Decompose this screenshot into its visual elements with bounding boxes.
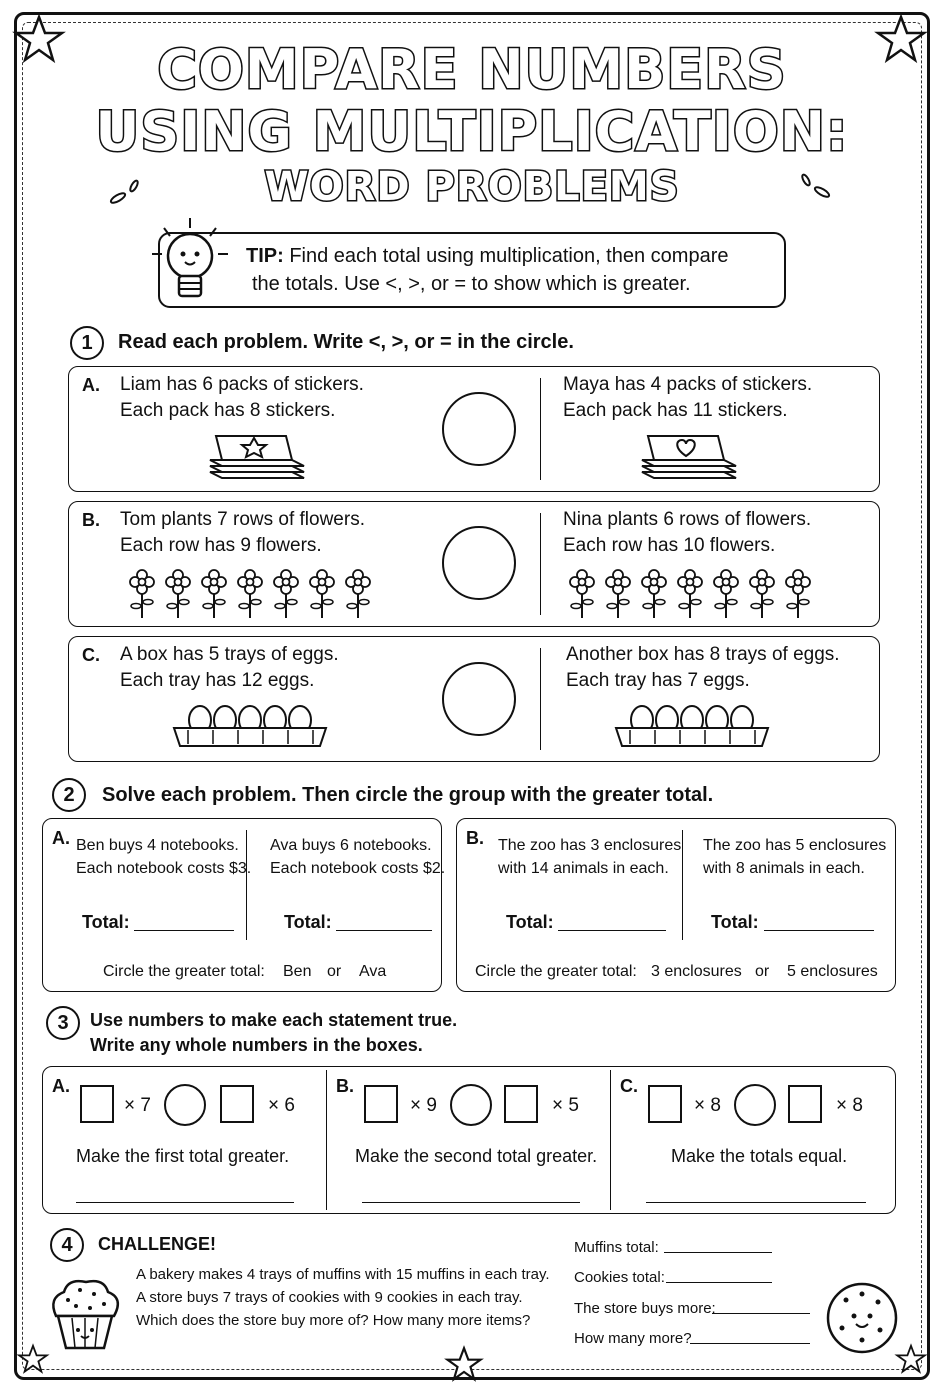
problem-3c-factor-1: × 8 [694,1095,721,1116]
problem-2a-right-text [270,834,445,880]
problem-1b-right-text [563,507,811,559]
egg-tray-left-icon [172,704,328,754]
problem-3a-box-1[interactable] [80,1085,114,1123]
problem-1b-answer-circle[interactable] [442,526,516,600]
problem-3c-box-1[interactable] [648,1085,682,1123]
problem-2a-divider [246,830,247,940]
problem-2b-circle-prompt: Circle the greater total: [475,963,637,980]
problem-3c-box-2[interactable] [788,1085,822,1123]
problem-1b-left-line-1: Tom plants 7 rows of flowers. [120,509,365,530]
how-many-more-input[interactable] [690,1343,810,1344]
problem-1a-answer-circle[interactable] [442,392,516,466]
problem-3a-factor-1: × 7 [124,1095,151,1116]
star-icon-bottom-right [896,1344,926,1374]
store-buys-more-input[interactable] [712,1313,810,1314]
problem-1a-left-line-1: Liam has 6 packs of stickers. [120,374,364,395]
problem-2a-left-line-1: Ben buys 4 notebooks. [76,837,239,854]
problem-3c-answer-line[interactable] [646,1202,866,1203]
problem-3b-compare-circle[interactable] [450,1084,492,1126]
problem-3b-factor-2: × 5 [552,1095,579,1116]
page-title-line-2: USING MULTIPLICATION: [95,100,849,163]
problem-3b-label: B. [336,1076,354,1096]
problem-3a-box-2[interactable] [220,1085,254,1123]
problem-2b-divider [682,830,683,940]
cookies-total-label: Cookies total: [574,1269,665,1286]
section-4-number: 4 [50,1228,84,1262]
problem-1b-left-line-2: Each row has 9 flowers. [120,535,322,556]
muffin-icon [42,1276,128,1352]
problem-2b-right-total-label: Total: [711,912,759,932]
problem-1c-left-line-1: A box has 5 trays of eggs. [120,644,339,665]
flowers-right-icon [566,566,816,622]
flowers-left-icon [126,566,376,622]
problem-1c-answer-circle[interactable] [442,662,516,736]
problem-2b-option-5[interactable]: 5 enclosures [787,963,878,980]
problem-2b-label: B. [466,828,484,848]
problem-3a-factor-2: × 6 [268,1095,295,1116]
problem-1b-right-line-1: Nina plants 6 rows of flowers. [563,509,812,530]
problem-2a-label: A. [52,828,70,848]
problem-2a-or: or [327,963,342,980]
section-3-divider-1 [326,1070,327,1210]
problem-2b-right-line-2: with 8 animals in each. [703,860,865,877]
problem-2a-right-line-2: Each notebook costs $2. [270,860,446,877]
problem-1a-left-line-2: Each pack has 8 stickers. [120,400,336,421]
problem-3b-instruction: Make the second total greater. [355,1146,598,1166]
problem-2b-or: or [755,963,770,980]
cookie-icon [824,1280,900,1356]
sticker-pack-star-icon [204,432,308,482]
problem-1a-divider [540,378,541,480]
section-1-number: 1 [70,326,104,360]
problem-2a-option-ben[interactable]: Ben [283,963,312,980]
section-2-number: 2 [52,778,86,812]
problem-1c-divider [540,648,541,750]
problem-3a-instruction: Make the first total greater. [76,1146,290,1166]
section-3-title-line-2: Write any whole numbers in the boxes. [90,1035,423,1055]
challenge-text [136,1263,550,1332]
problem-1a-right-text [563,372,812,424]
section-3-divider-2 [610,1070,611,1210]
problem-2a-right-line-1: Ava buys 6 notebooks. [270,837,432,854]
problem-1c-right-text [566,642,840,694]
problem-1b-left-text [120,507,365,559]
problem-1a-right-line-1: Maya has 4 packs of stickers. [563,374,813,395]
how-many-more-label: How many more? [574,1330,692,1347]
problem-2b-right-line-1: The zoo has 5 enclosures [703,837,887,854]
problem-3a-answer-line[interactable] [76,1202,294,1203]
problem-3c-label: C. [620,1076,638,1096]
problem-3c-factor-2: × 8 [836,1095,863,1116]
problem-1b-right-line-2: Each row has 10 flowers. [563,535,776,556]
problem-3a-compare-circle[interactable] [164,1084,206,1126]
sticker-pack-heart-icon [636,432,740,482]
problem-2b-left-line-1: The zoo has 3 enclosures [498,837,682,854]
problem-3a-label: A. [52,1076,70,1096]
problem-2a-left-total-label: Total: [82,912,130,932]
section-3-number: 3 [46,1006,80,1040]
muffins-total-label: Muffins total: [574,1239,659,1256]
problem-2a-circle-prompt: Circle the greater total: [103,963,265,980]
problem-2b-left-total-input[interactable] [558,930,666,931]
problem-1c-right-line-2: Each tray has 7 eggs. [566,670,750,691]
cookies-total-input[interactable] [666,1282,772,1283]
section-1-title: Read each problem. Write <, >, or = in the circle. [118,331,574,353]
problem-2a-left-text [76,834,251,880]
challenge-line-2: A store buys 7 trays of cookies with 9 cookies in each tray. [136,1289,523,1306]
problem-1c-label: C. [82,645,100,665]
egg-tray-right-icon [614,704,770,754]
muffins-total-input[interactable] [664,1252,772,1253]
problem-3c-compare-circle[interactable] [734,1084,776,1126]
star-icon-bottom-center [446,1346,482,1382]
problem-2a-option-ava[interactable]: Ava [359,963,387,980]
problem-2b-right-total-input[interactable] [764,930,874,931]
page-subtitle: WORD PROBLEMS [264,164,680,210]
problem-3c-instruction: Make the totals equal. [671,1146,848,1166]
problem-3b-box-2[interactable] [504,1085,538,1123]
problem-2a-right-total-input[interactable] [336,930,432,931]
section-4-title: CHALLENGE! [98,1234,216,1254]
problem-1c-right-line-1: Another box has 8 trays of eggs. [566,644,840,665]
problem-3b-box-1[interactable] [364,1085,398,1123]
challenge-line-3: Which does the store buy more of? How many more items? [136,1312,531,1329]
problem-1a-label: A. [82,375,100,395]
problem-2b-left-text [498,834,681,880]
problem-3b-factor-1: × 9 [410,1095,437,1116]
problem-2b-left-total-label: Total: [506,912,554,932]
problem-3b-answer-line[interactable] [362,1202,580,1203]
tip-label: TIP: [246,245,284,267]
problem-2a-left-line-2: Each notebook costs $3. [76,860,252,877]
store-buys-more-label: The store buys more: [574,1300,716,1317]
tip-text [246,242,786,298]
challenge-line-1: A bakery makes 4 trays of muffins with 15 muffins in each tray. [136,1266,550,1283]
problem-2b-option-3[interactable]: 3 enclosures [651,963,742,980]
section-3-title [90,1008,457,1058]
problem-1a-right-line-2: Each pack has 11 stickers. [563,400,788,421]
section-3-title-line-1: Use numbers to make each statement true. [90,1010,458,1030]
problem-2a-left-total-input[interactable] [134,930,234,931]
problem-1c-left-line-2: Each tray has 12 eggs. [120,670,315,691]
tip-line-1: Find each total using multiplication, then compare [289,245,729,267]
problem-2a-right-total-label: Total: [284,912,332,932]
problem-1c-left-text [120,642,339,694]
page-title-line-1: COMPARE NUMBERS [157,38,787,101]
section-2-title: Solve each problem. Then circle the group with the greater total. [102,784,714,806]
tip-line-2: the totals. Use <, >, or = to show which is greater. [252,273,691,295]
problem-1a-left-text [120,372,364,424]
problem-2b-right-text [703,834,886,880]
lightbulb-icon [150,216,230,306]
problem-1b-divider [540,513,541,615]
problem-1b-label: B. [82,510,100,530]
problem-2b-left-line-2: with 14 animals in each. [498,860,669,877]
